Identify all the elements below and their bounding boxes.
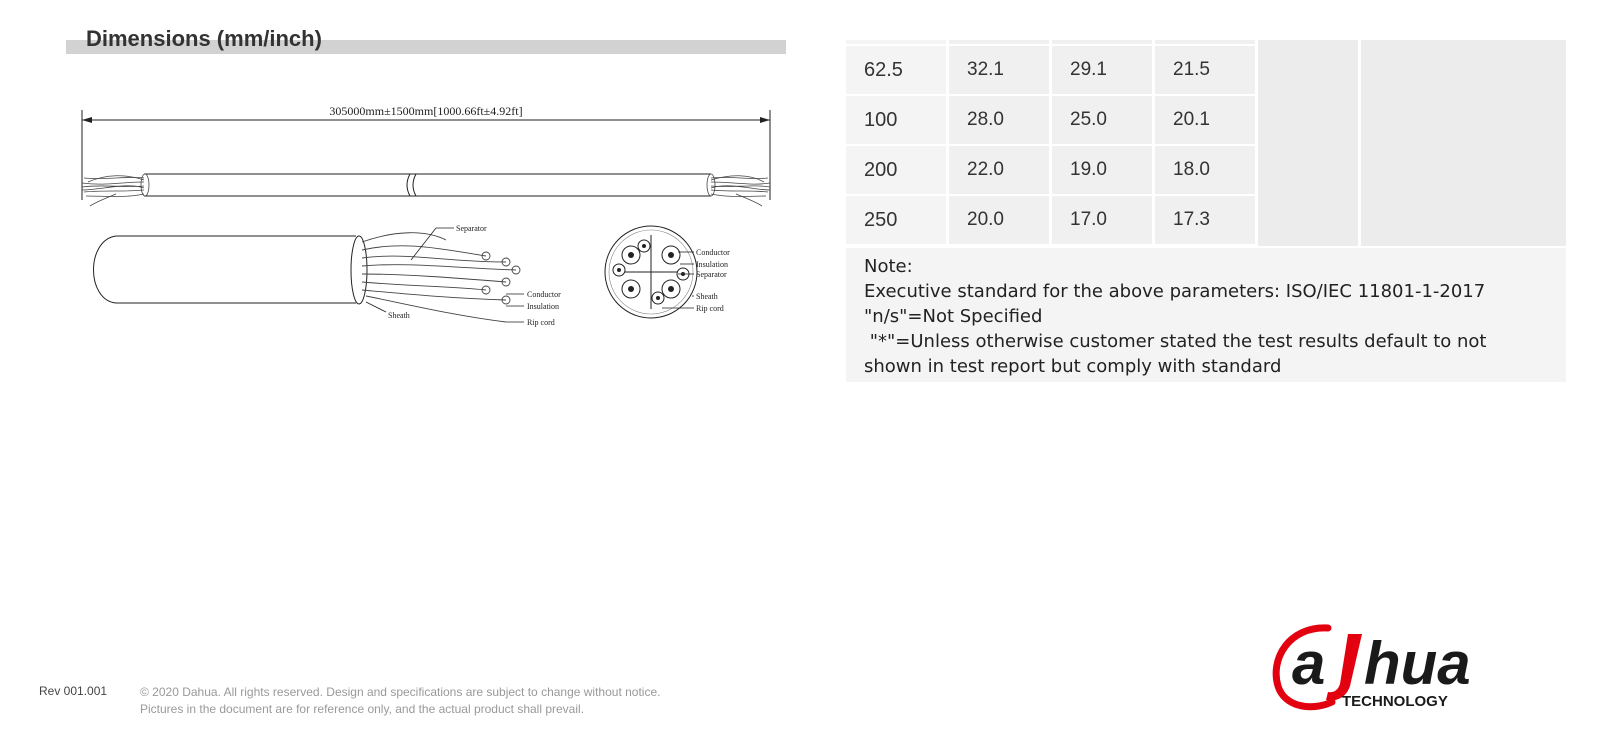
table-cell: 22.0 [949,146,1049,194]
table-merged-cell [1361,40,1566,246]
copyright-notice [140,684,660,718]
table-cell: 17.0 [1052,196,1152,244]
table-cell [1155,40,1255,44]
table-cell-frequency: 100 [846,96,946,144]
xsec-label-sheath: Sheath [696,292,718,301]
length-label: 305000mm±1500mm[1000.66ft±4.92ft] [329,104,523,118]
table-cell: 20.1 [1155,96,1255,144]
table-merged-cell [1258,40,1358,246]
section-title: Dimensions (mm/inch) [86,26,322,51]
note-line: Executive standard for the above parameters: ISO/IEC 11801-1-2017 [864,281,1486,302]
table-cell [949,40,1049,44]
table-cell: 29.1 [1052,46,1152,94]
table-cell: 28.0 [949,96,1049,144]
table-cell-frequency: 200 [846,146,946,194]
xsec-label-conductor: Conductor [696,248,730,257]
svg-text:a: a [1292,630,1326,697]
table-cell: 18.0 [1155,146,1255,194]
table-cell: 21.5 [1155,46,1255,94]
revision-label: Rev 001.001 [39,684,108,698]
copyright-line-1: © 2020 Dahua. All rights reserved. Design and specifications are subject to change without notice. [140,685,661,699]
note-box [846,248,1566,382]
copyright-line-2: Pictures in the document are for reference only, and the actual product shall prevail. [140,702,585,716]
label-insulation: Insulation [527,302,559,311]
table-cell [1052,40,1152,44]
label-conductor: Conductor [527,290,561,299]
label-separator: Separator [456,224,487,233]
table-cell-frequency: 250 [846,196,946,244]
table-cell-frequency: 62.5 [846,46,946,94]
table-cell: 20.0 [949,196,1049,244]
table-cell: 32.1 [949,46,1049,94]
note-line: "*"=Unless otherwise customer stated the test results default to not shown in test report but comply with standard [864,331,1493,377]
table-cell: 19.0 [1052,146,1152,194]
xsec-label-separator: Separator [696,270,727,279]
xsec-label-rip-cord: Rip cord [696,304,724,313]
logo-tagline: TECHNOLOGY [1342,693,1448,710]
xsec-label-insulation: Insulation [696,260,728,269]
table-cell: 25.0 [1052,96,1152,144]
table-cell: 17.3 [1155,196,1255,244]
note-line: "n/s"=Not Specified [864,306,1043,327]
cable-dimension-drawing [66,90,786,350]
label-rip-cord: Rip cord [527,318,555,327]
svg-text:hua: hua [1364,630,1471,697]
dahua-logo [1270,620,1550,715]
attenuation-table [846,40,1566,246]
section-header-bar [66,26,786,54]
label-sheath: Sheath [388,311,410,320]
note-heading: Note: [864,256,913,277]
table-cell [846,40,946,44]
